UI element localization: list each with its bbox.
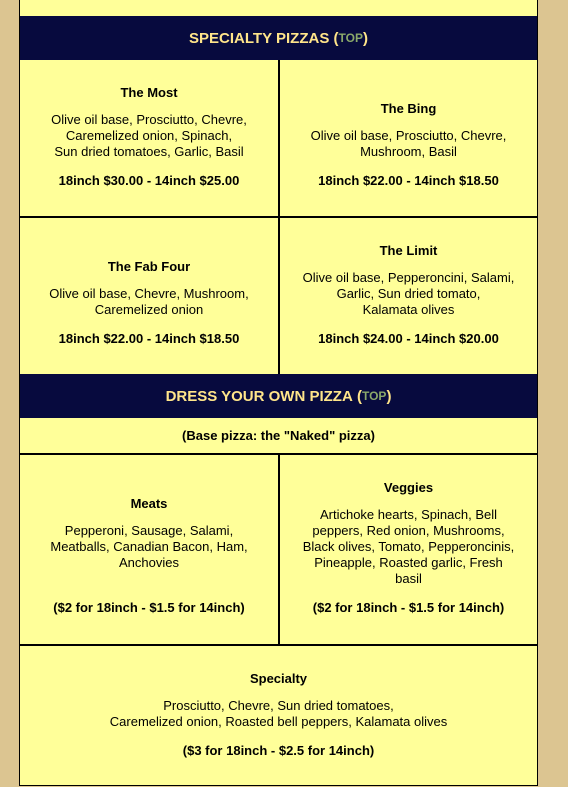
topping-price: ($2 for 18inch - $1.5 for 14inch) (53, 600, 245, 615)
paren-close: ) (362, 29, 368, 47)
ingredient-line: Kalamata olives (362, 302, 455, 317)
toppings-meats (20, 455, 280, 645)
pizza-ingredients (280, 128, 537, 160)
dress-your-own-header (20, 374, 537, 418)
base-pizza-note-row (20, 418, 537, 454)
topping-line: Pepperoni, Sausage, Salami, (64, 523, 234, 538)
topping-category: Specialty (249, 671, 308, 686)
pizza-the-most (20, 60, 280, 217)
pizza-the-limit (280, 218, 537, 375)
topping-line: Meatballs, Canadian Bacon, Ham, (50, 539, 248, 554)
pizza-ingredients (280, 270, 537, 318)
ingredient-line: Olive oil base, Chevre, Mushroom, (49, 286, 249, 301)
toppings-specialty (20, 646, 537, 785)
topping-price: ($2 for 18inch - $1.5 for 14inch) (312, 600, 505, 615)
ingredient-line: Mushroom, Basil (360, 144, 457, 159)
pizza-the-fab-four (20, 218, 280, 375)
pizza-name: The Limit (379, 243, 438, 258)
dress-your-own-title: DRESS YOUR OWN PIZZA (165, 387, 353, 405)
topping-list (280, 507, 537, 587)
topping-line: basil (395, 571, 422, 586)
topping-list (20, 523, 278, 571)
topping-line: Black olives, Tomato, Pepperoncinis, (302, 539, 515, 554)
pizza-name: The Fab Four (107, 259, 191, 274)
ingredient-line: Sun dried tomatoes, Garlic, Basil (54, 144, 244, 159)
topping-price: ($3 for 18inch - $2.5 for 14inch) (182, 743, 375, 758)
pizza-ingredients (20, 286, 278, 318)
topping-category: Veggies (383, 480, 434, 495)
top-link[interactable]: TOP (338, 31, 363, 45)
pizza-price: 18inch $22.00 - 14inch $18.50 (318, 173, 499, 188)
topping-category: Meats (130, 496, 168, 511)
pizza-price: 18inch $30.00 - 14inch $25.00 (58, 173, 240, 188)
ingredient-line: Caremelized onion, Spinach, (65, 128, 233, 143)
pizza-name: The Bing (380, 101, 437, 116)
pizza-the-bing (280, 60, 537, 217)
topping-line: Pineapple, Roasted garlic, Fresh (314, 555, 503, 570)
pizza-name: The Most (120, 85, 178, 100)
ingredient-line: Olive oil base, Prosciutto, Chevre, (310, 128, 507, 143)
paren-open: ( (356, 387, 362, 405)
paren-open: ( (333, 29, 339, 47)
base-pizza-note: (Base pizza: the "Naked" pizza) (182, 428, 375, 443)
ingredient-line: Olive oil base, Pepperoncini, Salami, (302, 270, 515, 285)
specialty-pizzas-title: SPECIALTY PIZZAS (189, 29, 330, 47)
topping-list (20, 698, 537, 730)
pizza-price: 18inch $24.00 - 14inch $20.00 (318, 331, 499, 346)
ingredient-line: Olive oil base, Prosciutto, Chevre, (51, 112, 247, 127)
topping-line: Prosciutto, Chevre, Sun dried tomatoes, (163, 698, 394, 713)
topping-line: peppers, Red onion, Mushrooms, (312, 523, 505, 538)
ingredient-line: Caremelized onion (94, 302, 204, 317)
toppings-veggies (280, 455, 537, 645)
topping-line: Caremelized onion, Roasted bell peppers, Kalamata olives (109, 714, 448, 729)
pizza-ingredients (20, 112, 278, 160)
specialty-pizzas-header (20, 16, 537, 60)
pizza-price: 18inch $22.00 - 14inch $18.50 (58, 331, 240, 346)
paren-close: ) (386, 387, 392, 405)
top-link[interactable]: TOP (361, 389, 387, 403)
menu-table (19, 0, 538, 786)
topping-line: Anchovies (119, 555, 179, 570)
topping-line: Artichoke hearts, Spinach, Bell (319, 507, 498, 522)
ingredient-line: Garlic, Sun dried tomato, (336, 286, 481, 301)
